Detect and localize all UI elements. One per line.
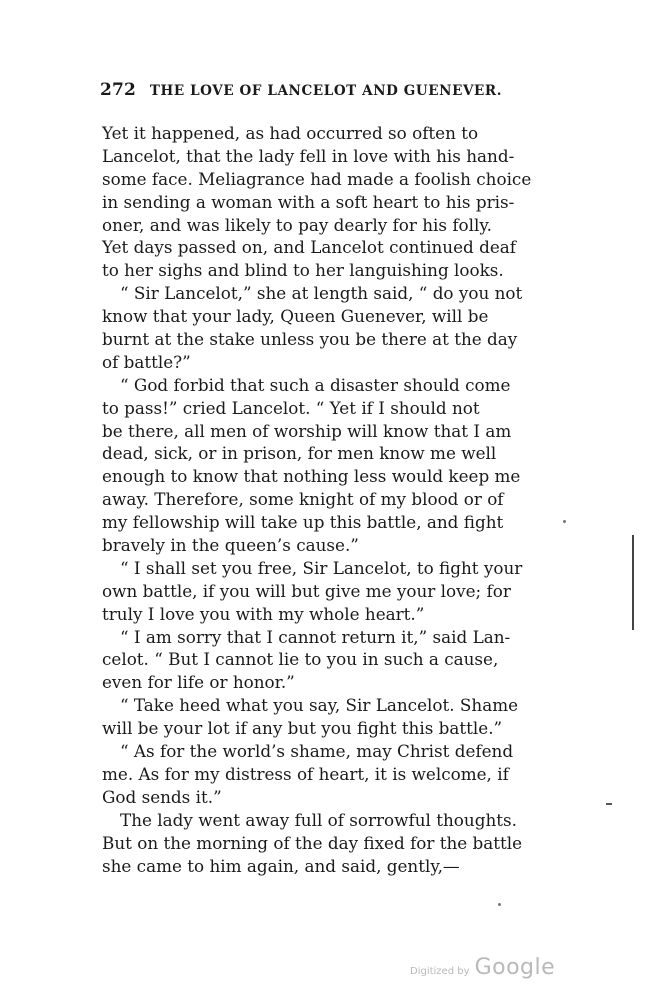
text-line: my fellowship will take up this battle, and fight [102,512,504,533]
text-line: to pass!” cried Lancelot. “ Yet if I should not [102,397,480,418]
text-line: oner, and was likely to pay dearly for his folly. [102,214,492,235]
page-number: 272 [100,80,137,100]
text-line: own battle, if you will but give me your love; for [102,580,511,601]
body-text [102,122,554,877]
text-line: will be your lot if any but you fight this battle.” [102,718,503,739]
running-title: THE LOVE OF LANCELOT AND GUENEVER. [149,83,503,99]
text-line: dead, sick, or in prison, for men know me well [102,443,497,464]
text-line: know that your lady, Queen Guenever, will be [102,306,489,327]
text-line: “ I am sorry that I cannot return it,” said Lan- [120,626,511,647]
text-line: burnt at the stake unless you be there at the day [102,329,518,350]
watermark-prefix: Digitized by [410,966,470,977]
text-line: Yet it happened, as had occurred so often to [102,123,479,143]
margin-dash [606,803,612,805]
text-line: “ God forbid that such a disaster should come [120,374,511,395]
text-line: truly I love you with my whole heart.” [102,603,425,624]
text-line: she came to him again, and said, gently,— [102,855,460,876]
text-line: in sending a woman with a soft heart to his pris- [102,191,515,212]
text-line: celot. “ But I cannot lie to you in such a cause, [102,649,499,670]
watermark-brand: Google [474,955,556,980]
running-header [100,80,502,100]
text-line: some face. Meliagrance had made a foolish choice [102,168,532,189]
text-line: Yet days passed on, and Lancelot continued deaf [102,237,517,258]
text-line: Lancelot, that the lady fell in love with his hand- [102,145,515,166]
text-line: “ Take heed what you say, Sir Lancelot. Shame [120,695,519,716]
margin-rule [632,535,634,630]
text-line: to her sighs and blind to her languishing looks. [102,260,504,281]
text-line: “ As for the world’s shame, may Christ defend [120,741,514,762]
text-line: God sends it.” [102,786,222,807]
text-line: “ Sir Lancelot,” she at length said, “ do you not [120,283,523,304]
text-line: away. Therefore, some knight of my blood or of [102,489,504,510]
text-line: enough to know that nothing less would keep me [102,466,521,487]
text-line: “ I shall set you free, Sir Lancelot, to fight your [120,557,523,578]
digitized-watermark [410,955,555,980]
speck [563,520,566,523]
text-line: even for life or honor.” [102,672,295,693]
text-line: me. As for my distress of heart, it is welcome, if [102,763,509,784]
text-line: But on the morning of the day fixed for the battle [102,832,523,853]
text-line: of battle?” [102,351,191,372]
speck [498,903,501,906]
text-line: The lady went away full of sorrowful thoughts. [120,809,517,830]
text-line: be there, all men of worship will know that I am [102,420,512,441]
text-line: bravely in the queen’s cause.” [102,535,359,556]
